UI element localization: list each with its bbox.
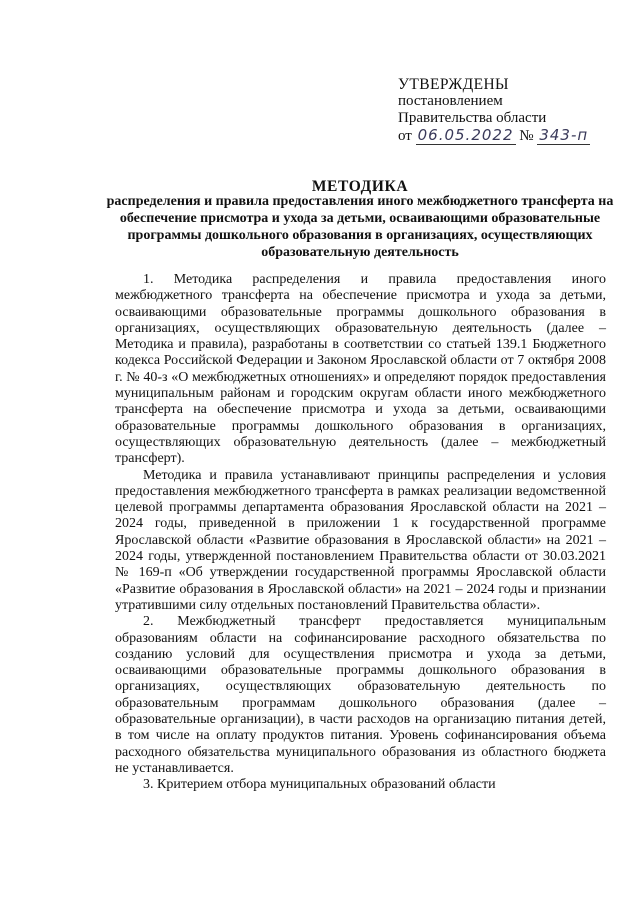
approval-date-handwritten: 06.05.2022: [417, 126, 514, 144]
approval-title: УТВЕРЖДЕНЫ: [398, 76, 509, 93]
document-subtitle: распределения и правила предоставления иного межбюджетного трансферта на обеспечение присмотра и ухода за детьми, осваивающими образовательные программы дошкольного образования в организациях, осуществляющих образовательную деятельность: [106, 194, 614, 260]
document-body: [115, 272, 606, 794]
approval-stamp: [398, 76, 628, 145]
approval-date-line: [398, 127, 628, 145]
approval-line-government: Правительства области: [398, 110, 547, 126]
paragraph-3: 2. Межбюджетный трансферт предоставляется муниципальным образованиям области на софинансирование расходного обязательства по созданию условий для осуществления присмотра и ухода за детьми, осваивающими образовательные программы дошкольного образования в организациях, осуществляющих образовательную деятельность по образовательным программам дошкольного образования (далее – образовательные организации), в части расходов на организацию питания детей, в том числе на оплату продуктов питания. Уровень софинансирования объема расходного обязательства муниципального образования из областного бюджета не устанавливается.: [115, 614, 606, 776]
document-title: МЕТОДИКА: [311, 178, 409, 195]
approval-date-prefix: от: [398, 128, 412, 144]
paragraph-1: 1. Методика распределения и правила предоставления иного межбюджетного трансферта на обеспечение присмотра и ухода за детьми, осваивающими образовательные программы дошкольного образования в организациях, осуществляющих образовательную деятельность (далее – Методика и правила), разработаны в соответствии со статьей 139.1 Бюджетного кодекса Российской Федерации и Законом Ярославской области от 7 октября 2008 г. № 40-з «О межбюджетных отношениях» и определяют порядок предоставления муниципальным районам и городским округам области иного межбюджетного трансферта на обеспечение присмотра и ухода за детьми, осваивающими образовательные программы дошкольного образования в организациях, осуществляющих образовательную деятельность (далее – межбюджетный трансферт).: [115, 272, 606, 467]
approval-line-resolution: постановлением: [398, 93, 503, 109]
approval-number-sign: №: [519, 128, 534, 144]
approval-number-handwritten: 343-п: [539, 126, 589, 144]
paragraph-2: Методика и правила устанавливают принципы распределения и условия предоставления межбюджетного трансферта в рамках реализации ведомственной целевой программы департамента образования Ярославской области на 2021 – 2024 годы, приведенной в приложении 1 к государственной программе Ярославской области «Развитие образования в Ярославской области» на 2021 – 2024 годы, утвержденной постановлением Правительства области от 30.03.2021 № 169-п «Об утверждении государственной программы Ярославской области «Развитие образования в Ярославской области» на 2021 – 2024 годы и признании утратившими силу отдельных постановлений Правительства области».: [115, 467, 606, 613]
paragraph-4: 3. Критерием отбора муниципальных образований области: [143, 777, 496, 793]
